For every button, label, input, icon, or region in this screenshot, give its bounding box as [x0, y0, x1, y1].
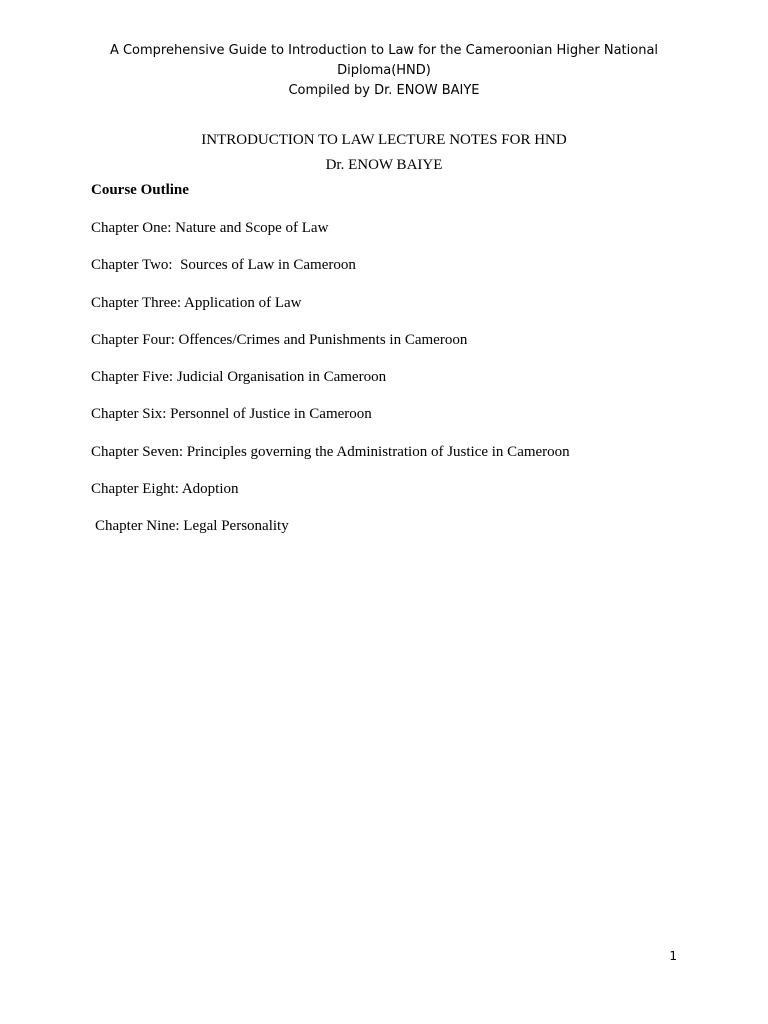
page-number: 1	[669, 949, 677, 963]
header-line-1: A Comprehensive Guide to Introduction to Law for the Cameroonian Higher National	[109, 43, 659, 58]
document-title: INTRODUCTION TO LAW LECTURE NOTES FOR HND	[201, 132, 567, 148]
running-header	[60, 41, 708, 101]
chapter-item-8: Chapter Eight: Adoption	[91, 481, 239, 498]
header-line-3: Compiled by Dr. ENOW BAIYE	[288, 83, 480, 98]
chapter-list	[91, 219, 711, 555]
document-author: Dr. ENOW BAIYE	[325, 157, 443, 173]
chapter-item-3: Chapter Three: Application of Law	[91, 294, 302, 311]
chapter-item-2: Chapter Two: Sources of Law in Cameroon	[91, 257, 356, 274]
header-line-2: Diploma(HND)	[337, 63, 431, 78]
course-outline-heading: Course Outline	[91, 182, 189, 198]
chapter-item-5: Chapter Five: Judicial Organisation in Cameroon	[91, 369, 387, 386]
chapter-item-9: Chapter Nine: Legal Personality	[95, 518, 289, 535]
chapter-item-7: Chapter Seven: Principles governing the Administration of Justice in Cameroon	[91, 443, 570, 460]
chapter-item-6: Chapter Six: Personnel of Justice in Cameroon	[91, 406, 372, 423]
chapter-item-4: Chapter Four: Offences/Crimes and Punishments in Cameroon	[91, 331, 468, 348]
chapter-item-1: Chapter One: Nature and Scope of Law	[91, 220, 329, 236]
